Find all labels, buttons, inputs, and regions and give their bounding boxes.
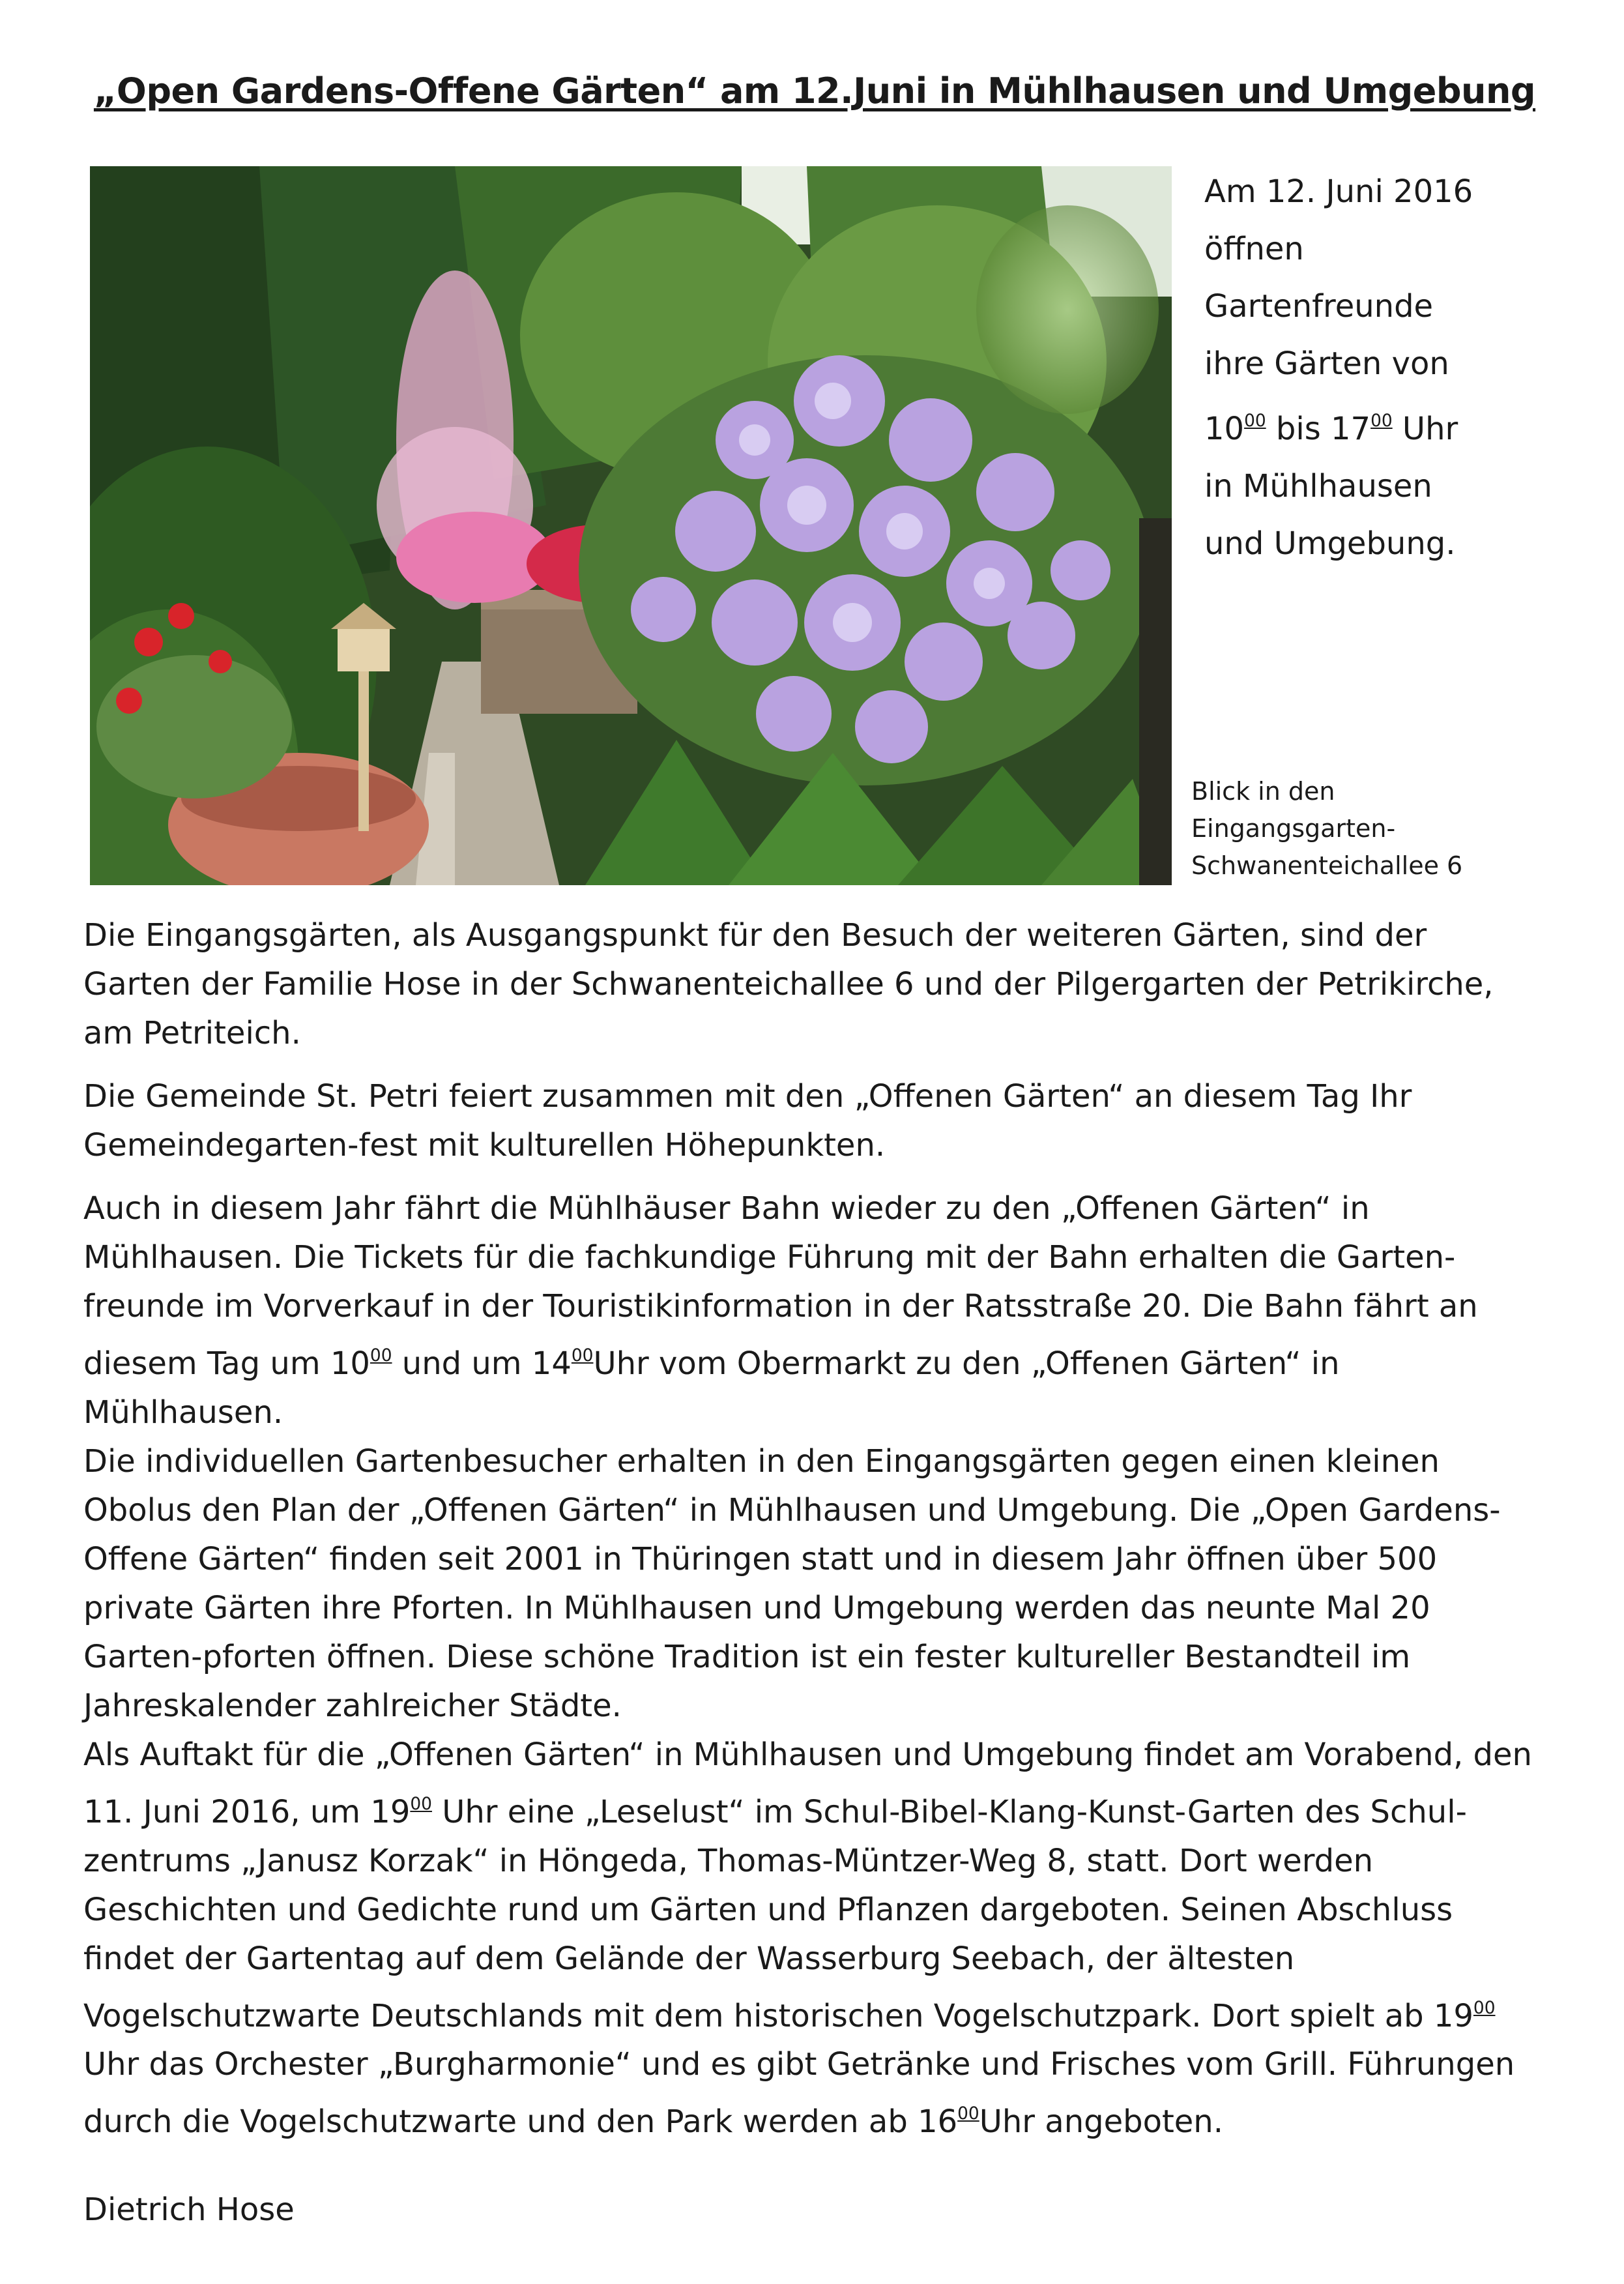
intro-line: in Mühlhausen [1204,467,1432,505]
time-hour: 19 [370,1793,411,1830]
text-run: Auch in diesem Jahr fährt die Mühlhäuser Bahn wieder zu den „Offenen Gärten“ in Mühlhausen. Die Tickets für die fachkundige Führung mit der Bahn erhalten die Garten-freunde im Vorverkauf in der Touristikinformation in der Ratsstraße 20. Die Bahn fährt an diesem Tag um [83,1190,1478,1382]
text-run: Uhr das Orchester „Burgharmonie“ und es gibt Getränke und Frisches vom Grill. Führungen durch die Vogelschutzwarte und den Park werden ab [83,2046,1515,2141]
time-end: 17 [1331,410,1371,447]
author-signature: Dietrich Hose [83,2191,295,2229]
text-run: Uhr eine „Leselust“ im Schul-Bibel-Klang-Kunst-Garten des Schul-zentrums „Janusz Korzak“ in Höngeda, Thomas-Müntzer-Weg 8, statt. Dort werden Geschichten und Gedichte rund um Gärten und Pflanzen dargeboten. Seinen Abschluss findet der Gartentag auf dem Gelände der Wasserburg Seebach, der ältesten Vogelschutzwarte Deutschlands mit dem historischen Vogelschutzpark. Dort spielt ab [83,1793,1467,2034]
caption-line: Blick in den [1191,777,1335,806]
paragraph-train [83,1184,1543,1437]
text-run: Uhr angeboten. [979,2103,1223,2141]
intro-line: ihre Gärten von [1204,345,1449,382]
text-run: und um [392,1345,532,1382]
time-hour: 16 [918,2103,958,2141]
intro-line: und Umgebung. [1204,525,1456,562]
time-hour: 19 [1433,1997,1473,2034]
time-end-minutes: 00 [1370,411,1393,431]
text-run: Als Auftakt für die „Offenen Gärten“ in Mühlhausen und Umgebung findet am Vorabend, den 11. Juni 2016, um [83,1736,1532,1830]
text-run: Uhr vom Obermarkt zu den „Offenen Gärten“ in Mühlhausen. [83,1345,1340,1431]
time-minutes: 00 [1473,1997,1496,2018]
photo-caption [1191,773,1595,885]
intro-line: Am 12. Juni 2016 [1204,173,1473,210]
time-start-minutes: 00 [1244,411,1266,431]
intro-time-line [1204,392,1569,458]
document-title: „Open Gardens-Offene Gärten“ am 12.Juni in Mühlhausen und Umgebung [93,70,1536,111]
time-start: 10 [1204,410,1245,447]
paragraph-entrance-gardens: Die Eingangsgärten, als Ausgangspunkt für den Besuch der weiteren Gärten, sind der Garten der Familie Hose in der Schwanenteichallee 6 und der Pilgergarten der Petrikirche, am Petriteich. [83,917,1494,1051]
article-body [83,911,1543,2234]
caption-line: Schwanenteichallee 6 [1191,851,1463,880]
garden-photo-illustration [90,166,1172,885]
intro-text [1204,163,1569,572]
caption-line: Eingangsgarten- [1191,814,1396,843]
garden-photo [90,166,1172,885]
time-minutes: 00 [571,1345,594,1366]
time-hour: 10 [330,1345,370,1382]
time-minutes: 00 [410,1793,432,1814]
intro-line: Gartenfreunde [1204,288,1434,325]
paragraph-kickoff [83,1731,1543,2146]
time-suffix: Uhr [1392,410,1458,447]
time-minutes: 00 [957,2103,979,2124]
paragraph-st-petri: Die Gemeinde St. Petri feiert zusammen mit den „Offenen Gärten“ an diesem Tag Ihr Gemeindegarten-fest mit kulturellen Höhepunkten. [83,1078,1412,1164]
time-hour: 14 [531,1345,572,1382]
time-minutes: 00 [370,1345,392,1366]
time-separator: bis [1266,410,1331,447]
intro-line: öffnen [1204,231,1304,267]
paragraph-visitors: Die individuellen Gartenbesucher erhalten in den Eingangsgärten gegen einen kleinen Obolus den Plan der „Offenen Gärten“ in Mühlhausen und Umgebung. Die „Open Gardens-Offene Gärten“ finden seit 2001 in Thüringen statt und in diesem Jahr öffnen über 500 private Gärten ihre Pforten. In Mühlhausen und Umgebung werden das neunte Mal 20 Garten-pforten öffnen. Diese schöne Tradition ist ein fester kultureller Bestandteil im Jahreskalender zahlreicher Städte. [83,1442,1501,1724]
